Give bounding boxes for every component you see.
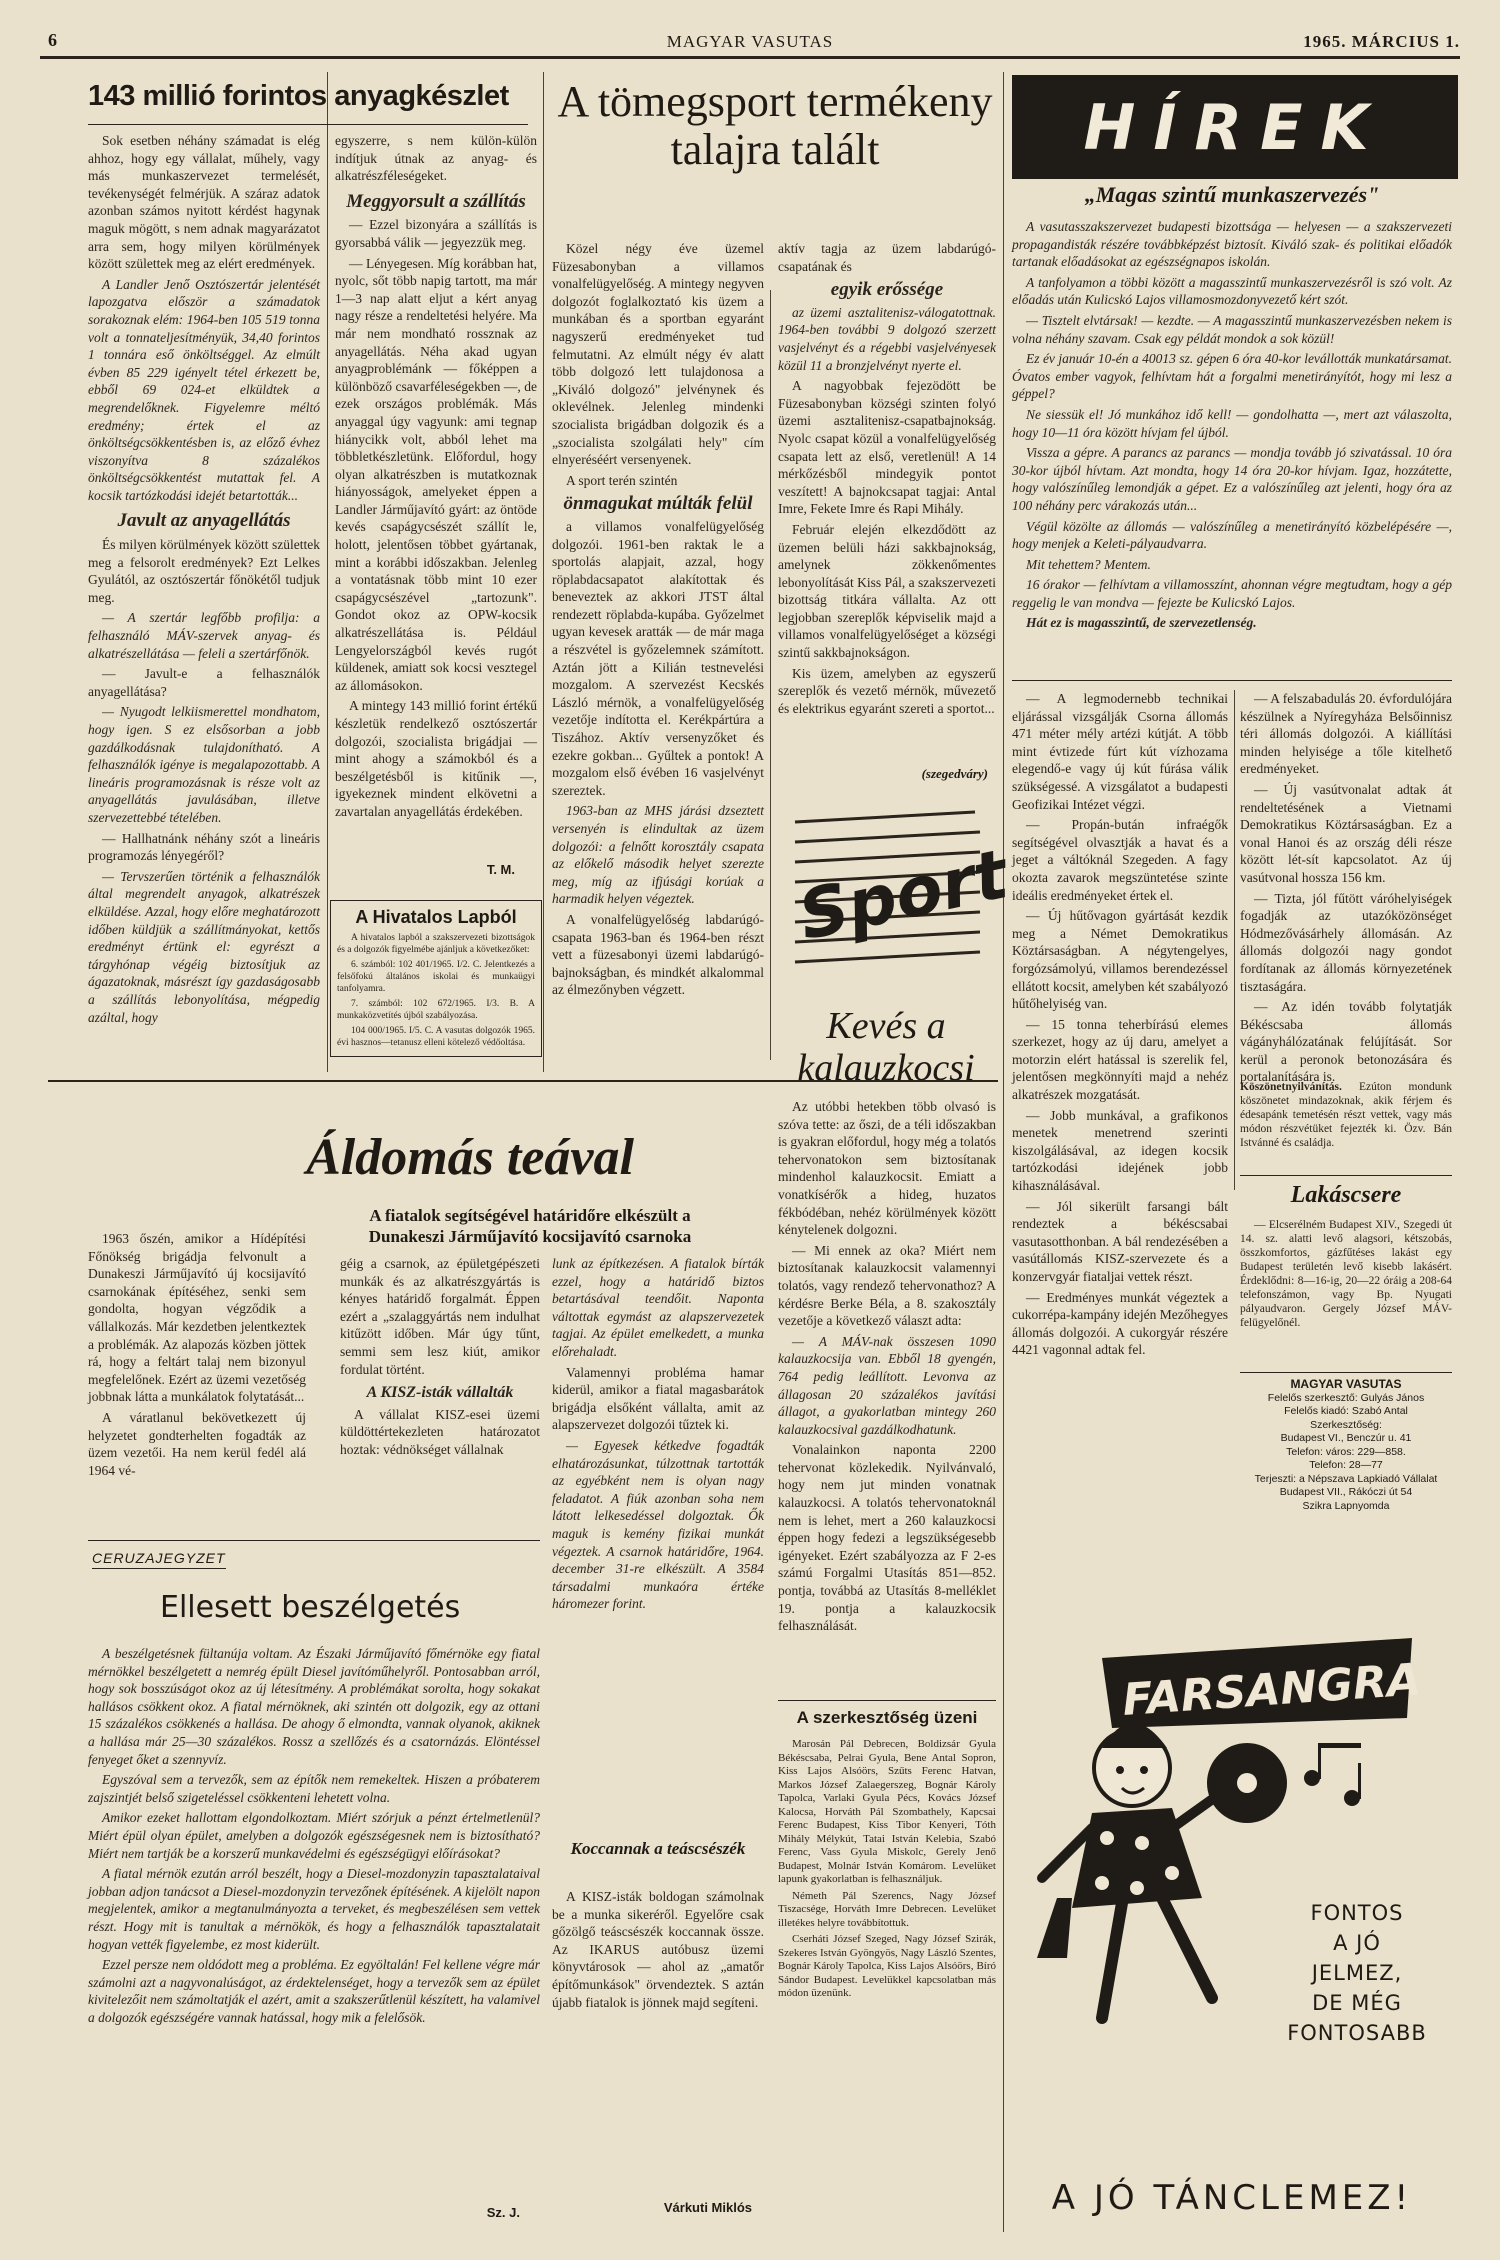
news-item: — Eredményes munkát végeztek a cukorrépa-kampány idején Mezőhegyes állomás dolgozói. A cukorgyár részére 4421 vagonnal adtak fel. bbox=[1012, 1289, 1228, 1358]
column-divider bbox=[1003, 72, 1004, 2232]
paragraph: A nagyobbak fejezödött be Füzesabonyban községi szinten folyó üzemi asztalitenisz-csapatbajnokság. Nyolc csapat közül a vonalfelügyelőség csapata lett az első, veretlenül! A 14 mérkőzésből mindegyik pontot veszített! A bajnokcsapat tagjai: Antal Imre, Fekete Imre és Rapi Mihály. bbox=[778, 378, 996, 517]
impresszum-line: Telefon: 28—77 bbox=[1309, 1459, 1383, 1471]
impresszum-line: Terjeszti: a Népszava Lapkiadó Vállalat bbox=[1254, 1472, 1438, 1485]
impresszum-line: Budapest VI., Benczúr u. 41 bbox=[1280, 1432, 1412, 1444]
news-item: — Az idén tovább folytatják Békéscsaba állomás vágányhálózatának felújítását. Sor kerül a peronok betonozására és portalanítására is. bbox=[1240, 999, 1452, 1085]
section-rule bbox=[88, 1540, 540, 1541]
article-kalauzkocsi bbox=[778, 1098, 996, 1693]
signature: T. M. bbox=[486, 862, 515, 877]
article-koccannak bbox=[552, 1888, 764, 2193]
paragraph: Hát ez is magasszintű, de szervezetlenség. bbox=[1026, 615, 1257, 631]
szerkesztoseg-uzeni-title: A szerkesztőség üzeni bbox=[796, 1708, 978, 1727]
ad-line: A JÓ bbox=[1333, 1931, 1381, 1955]
headline-kalauzkocsi: Kevés a kalauzkocsi bbox=[797, 1005, 975, 1089]
section-rule bbox=[1240, 1175, 1452, 1176]
signature: (szegedváry) bbox=[921, 766, 988, 781]
paragraph: A mintegy 143 millió forint értékű készletük rendelkező osztószertár dolgozói, szocialista brigádjai — mint ahogy a számokból és a beszélgetésből is kitűnik —, igyekeznek mindent elkövetni a zavartalan anyagellátás érdekében. bbox=[335, 698, 537, 819]
subheading: A KISZ-isták vállalták bbox=[366, 1384, 514, 1402]
headline-underline bbox=[88, 124, 528, 125]
news-item: — Új vasútvonalat adtak át rendeltetésének a Vietnami Demokratikus Köztársaságban. Ez a vonal Hanoi és az ország déli része között lét-sít kapcsolatot. Az új vasútvonal hossza 156 km. bbox=[1240, 781, 1452, 885]
ad-copy bbox=[1262, 1898, 1452, 2048]
section-rule bbox=[1012, 680, 1452, 681]
news-item: — Propán-bután infraégők segítségével olvasztják a havat és a jeget a váltóknál Szegeden. A fagy okozta zavarok megszüntetése szinte ideális eredményeket értek el. bbox=[1012, 817, 1228, 903]
paragraph: — Javult-e a felhasználók anyagellátása? bbox=[88, 666, 320, 699]
sport-logo-icon bbox=[785, 792, 1015, 1002]
paragraph: A hivatalos lapból a szakszervezeti bizottságok és a dolgozók figyelmébe ajánljuk a következőket: bbox=[337, 933, 535, 955]
subheading: egyik erőssége bbox=[830, 279, 944, 301]
koccannak-title: Koccannak a teáscsészék bbox=[570, 1839, 746, 1858]
paragraph: Cserháti József Szeged, Nagy József Szirák, Szekeres István Gyöngyös, Nagy László Szentes, Bognár Károly Tapolca, Kiss Lajos Alsóörs, Bíró Sándor Budapest. Levelükkel kapcsolatban más módon üzenünk. bbox=[778, 1933, 996, 1999]
paragraph: Sok esetben néhány számadat is elég ahhoz, hogy egy vállalat, műhely, vagy más munkaszervezet termelését, tevékenységét felmérjük. A száraz adatok azonban számos nyitott kérdést hagynak maguk mögött, s nem adnak magyarázatot arra sem, hogy milyen körülmények között születtek meg az elért eredmények. bbox=[88, 133, 320, 272]
paragraph: aktív tagja az üzem labdarúgó-csapatának és bbox=[778, 241, 996, 274]
impresszum-line: Szerkesztőség: bbox=[1310, 1418, 1382, 1431]
paragraph: Február elején elkezdődött az üzemen belüli házi sakkbajnokság, amelynek zökkenőmentes lebonyolítását Kiss Pál, a szakszervezeti bizottság titkára vállalta. Az ott legjobban szereplők képviselik majd a villamos vonalfelügyelőséget a községi szintű sakkbajnokságon. bbox=[778, 521, 996, 661]
paragraph: Az utóbbi hetekben több olvasó is szóva tette: az őszi, de a téli időszakban is gyakran előfordul, hogy még a tolatós tehervonatokon sem biztosítanak mindenhol kalauzkocsit. Emiatt a vonatkísérők a hideg, huzatos fékbódéban, nehéz körülmények között kénytelenek dolgozni. bbox=[778, 1099, 996, 1238]
subheading: Meggyorsult a szállítás bbox=[346, 190, 526, 212]
news-item: — 15 tonna teherbírású elemes szerkezet, hogy az új daru, amelyet a motorzin elért hatással is szerelik fel, jelentősen megkönnyíti majd a nehéz alkatrészek mozgatását. bbox=[1012, 1016, 1228, 1103]
news-item: — A legmodernebb technikai eljárással vizsgálják Csorna állomás 471 méter mély artézi kútját. A több mint évtizede fúrt kút vízhozama elegendő-e vagy új kút fúrása válik szükségessé. A vizsgálatot a budapesti Geofizikai Intézet végzi. bbox=[1012, 691, 1228, 812]
paragraph: — Tisztelt elvtársak! — kezdte. — A magasszintű munkaszervezésben nekem is volna néhány szavam. Csak egy példát mondok a sok közül! bbox=[1012, 312, 1452, 346]
hivatalos-body bbox=[331, 928, 541, 1056]
paragraph: — Mi ennek az oka? Miért nem biztosítanak kalauzkocsit valamennyi tolatós, vagy rendező tehervonathoz? A kérdésre Berke Béla, a 8. szakosztály vezetője a következő választ adta: bbox=[778, 1242, 996, 1329]
paragraph: Valamennyi probléma hamar kiderül, amikor a fiatal magasbarátok brigádja elsőként vállalta, amit az alapszervezet dolgozói tűztek ki. bbox=[552, 1364, 764, 1433]
column-divider bbox=[770, 290, 771, 1060]
paragraph: Vissza a gépre. A parancs az parancs — mondja tovább jó szivatással. 10 óra 30-kor újból hívtam. Azt mondta, hogy 14 óra 20-kor hívjam. Igaz, hozzátette, hogy valószínűleg lemondják a gépet. Ez a valószínűleg azt jelenti, hogy óra az 100 néhány perc várakozás után... bbox=[1012, 445, 1452, 513]
impresszum-line: Budapest VII., Rákóczi út 54 bbox=[1279, 1486, 1413, 1498]
article-anyagkeszlet-col2 bbox=[335, 132, 537, 897]
subheadline-aldomas: A fiatalok segítségével határidőre elkészült a Dunakeszi Járműjavító kocsijavító csarnoka bbox=[368, 1206, 692, 1246]
paragraph: 1963 őszén, amikor a Hídépítési Főnökség brigádja felvonult a Dunakeszi Járműjavító új kocsijavító csarnokának építéséhez, senki sem gondolta, hogyan végződik a vállalkozás. Már kezdetben jelentkeztek a problémák. Az alapozás közben jöttek rá, hogy a feltárt talaj nem bizonyul megfelelőnek. Ezért az üzemi vezetőség jobbnak látta a munkálatok folytatását... bbox=[88, 1231, 306, 1405]
paragraph: Ez év január 10-én a 40013 sz. gépen 6 óra 40-kor levállották munkatársamat. Óvatos ember vagyok, felhívtam hát a forgalmi menetirányítót, hogy mi lesz a géppel? bbox=[1012, 351, 1452, 402]
ad-line: FONTOSABB bbox=[1287, 2021, 1427, 2045]
news-item: — Jobb munkával, a grafikonos menetek menetrend szerinti kiszolgálásával, az idegen kocsik tartózkodási idejének jobb kihasználásával. bbox=[1012, 1107, 1228, 1194]
column-divider bbox=[543, 72, 544, 1072]
hirek-left-column bbox=[1012, 690, 1228, 1665]
sport-logo-text: Sport bbox=[792, 835, 1015, 957]
article-tomegsport-col3 bbox=[552, 240, 764, 998]
column-divider bbox=[327, 72, 328, 1072]
paragraph: — Ezzel bizonyára a szállítás is gyorsabbá válik — jegyezzük meg. bbox=[335, 217, 537, 250]
paragraph: — A MÁV-nak összesen 1090 kalauzkocsija van. Ebből 18 gyengén, 764 pedig leállított. Levonva az állagosan 20 százalékos javítási állagot, a gyakorlatban mintegy 260 kalauzkocsival gazdálkodhatunk. bbox=[778, 1333, 996, 1437]
paragraph: Egyszóval sem a tervezők, sem az építők nem remekeltek. Hiszen a próbaterem zajszintjét belső szigeteléssel csökkenteni lehetett volna. bbox=[88, 1772, 540, 1805]
paragraph: És milyen körülmények között születtek meg a felsorolt eredmények? Ezt Lelkes Gyulától, az osztószertár főnökétől tudjuk meg. bbox=[88, 537, 320, 605]
paragraph: 104 000/1965. I/5. C. A vasutas dolgozók 1965. évi hasznos—tetanusz elleni kötelező védőoltása. bbox=[337, 1026, 535, 1048]
paragraph: — Tervszerűen történik a felhasználók által megrendelt anyagok, alkatrészek elküldése. Azzal, hogy előre meghatározott időben küldjük a szállítmányokat, kettős eredményt értünk el: egyrészt a tárgyhónap végéig biztosítjuk az ágazatoknak, másrészt így gazdaságosabb a szállítás lebonyolítása, mégpedig azáltal, hogy bbox=[88, 868, 320, 1025]
article-ellesett-beszelgetes bbox=[88, 1645, 540, 2205]
impresszum-line: Felelős kiadó: Szabó Antal bbox=[1284, 1405, 1408, 1417]
szerkesztoseg-uzeni-body bbox=[778, 1738, 996, 2218]
lakascsere-body bbox=[1240, 1218, 1452, 1368]
news-item: — Jól sikerült farsangi bált rendeztek a békéscsabai vasutasotthonban. A bál rendezésében a vasútállomás KISZ-szervezete és a konzervgyár fiataljai vettek részt. bbox=[1012, 1198, 1228, 1284]
farsangra-advertisement bbox=[1012, 1598, 1452, 2238]
lakascsere-title: Lakáscsere bbox=[1290, 1182, 1402, 1208]
paragraph: A Landler Jenő Osztószertár jelentését lapozgatva először a számadatok sorakoznak elém: 1964-ben 105 519 tonna volt a tonnateljesítményük, 34,40 forintos 1 tonnára eső önköltséggel. Az elmúlt évben 85 229 igényelt tétel érkezett be, ebből 69 024-et elküldtek a megrendelőknek. Figyelemre méltó eredmény; értek el az önköltségcsökkentésben is, az előző évhez viszonyítva 8 százalékos önköltségcsökkentést mutattak fel. A kocsik tartózkodási idejét betartották... bbox=[88, 276, 320, 503]
paragraph: Amikor ezeket hallottam elgondolkoztam. Miért szórjuk a pénzt értelmetlenül? Miért épül olyan épület, amelyben a dolgozók egészségesnek nem is biztosítható? Miért nem tartják be a korszerű munkavédelmi és egészségügyi előírásokat? bbox=[88, 1810, 540, 1861]
signature: Várkuti Miklós bbox=[663, 2200, 752, 2215]
paragraph: 1963-ban az MHS járási dzseztett versenyén is elindultak az üzem dolgozói: a felnőtt korosztály csapata az előkelő második helyet szerezte meg, míg az ifjúsági korúak a harmadik helyen végeztek. bbox=[552, 803, 764, 907]
article-magas-szintu bbox=[1012, 218, 1452, 668]
ad-line: FONTOS bbox=[1310, 1901, 1404, 1925]
impresszum-line: Szikra Lapnyomda bbox=[1302, 1499, 1390, 1512]
paragraph: Ezzel persze nem oldódott meg a probléma. Ez egyöltalán! Fel kellene végre már számolni azt a nagyvonalúságot, az érdektelenséget, hogy a tervezők sem az épület kivitelezőit nem számoltatják el azért, amit a szakszerűtlenül készített, ha valamivel a dolgozók egészségére vannak hatással, hogy mik a felelősök. bbox=[88, 1957, 540, 2025]
paragraph: 7. számból: 102 672/1965. I/3. B. A munkaközvetítés újból szabályozása. bbox=[337, 999, 535, 1021]
article-aldomas-col2 bbox=[340, 1255, 540, 1530]
signature: Sz. J. bbox=[486, 2205, 520, 2220]
article-tomegsport-col4 bbox=[778, 240, 996, 716]
hivatalos-title: A Hivatalos Lapból bbox=[355, 907, 517, 927]
paragraph: Közel négy éve üzemel Füzesabonyban a villamos vonalfelügyelőség. A mintegy negyven dolgozót foglalkoztató kis üzem a munkában és a sportban egyaránt nagyszerű eredményeket tud felmutatni. Az elmúlt négy év alatt több dolgozó lett tulajdonosa a „Kiváló dolgozó" jelvénynek és oklevélnek. Jelenleg mindenki szocialista brigádban dolgozik és a „szocialista szolgálati hely" cím elnyeréséért versenyenek. bbox=[552, 241, 764, 468]
koszonetnyilvanitas bbox=[1240, 1080, 1452, 1170]
paragraph: lunk az építkezésen. A fiatalok bírták ezzel, hogy a határidő biztos betartásával teendőit. Naponta váltottak egymást az alapszervezetek tagjai. Az épület emelkedett, a munka előrehaladt. bbox=[552, 1256, 764, 1359]
headline-ellesett-beszelgetes: Ellesett beszélgetés bbox=[160, 1590, 461, 1625]
paragraph: Mit tehettem? Mentem. bbox=[1026, 556, 1151, 572]
impresszum-line: Felelős szerkesztő: Gulyás János bbox=[1267, 1391, 1425, 1404]
paragraph: A beszélgetésnek fültanúja voltam. Az Északi Járműjavító főmérnöke egy fiatal mérnökkel beszélgetett a nemrég épült Diesel javítóműhelyről. Pontosabban arról, hogy sok bosszúságot okoz az új létesítmény. A problémákat sorolta, hogy sokakat hallásos csökkent okoz. A fiatal mérnöknek, aki szintén ott dolgozik, egy az ottani 15 százalékos csökkenés a hallása. De ahogy ő elmondta, vannak olyanok, akiknek a hallása már 25—30 százalékos. Rossz a szellőzés és a csatornázás. Elöntéssel fenyeget őket a szennyvíz. bbox=[88, 1646, 540, 1767]
paragraph: Marosán Pál Debrecen, Boldizsár Gyula Békéscsaba, Pelrai Gyula, Bene Antal Sopron, Kiss Lajos Alsóörs, Szűts Ferenc Hatvan, Markos József Zalaegerszeg, Bognár Károly Tapolca, Varlaki Gyula Pécs, Kovács József Kalocsa, Horváth Pál Szombathely, Kapcsai Ferenc Budapest, Kiss Tibor Kenyeri, Tóth Mihály Mélykút, Tatai István Kelebia, Szabó Ferenc, Vass Gyula Miskolc, Gerely Jenő Budapest, Molnár István Komárom. Levelüket lapunk gyakorlatban is felhasználjuk. bbox=[778, 1738, 996, 1885]
paragraph: A fiatal mérnök ezután arról beszélt, hogy a Diesel-mozdonyzin tapasztalataival jobban adjon tanácsot a Diesel-mozdonyzin tervezőnek építésének. A kijelölt napon megjelentek, amikor a megtanulmányozta a terveket, és megbeszélésen sem vettek részt. Hogy mit is tanultak a mérnökök, és hogy a felhasználók tapasztalatait hogyan vették figyelembe, ez most kiderült. bbox=[88, 1866, 540, 1952]
headline-magas-szintu: „Magas szintű munkaszervezés" bbox=[1084, 182, 1380, 207]
paragraph: A vállalat KISZ-esei üzemi küldöttértekezleten határozatot hoztak: védnökséget vállalnak bbox=[340, 1406, 540, 1457]
paragraph: — Nyugodt lelkiismerettel mondhatom, hogy igen. S ez elsősorban a jobb gazdálkodásnak tulajdonítható. A felhasználók igénye is megalapozottabb. A lineáris programozásnak is része volt az anyagellátás javulásában, illetve szervezettebbé tételében. bbox=[88, 704, 320, 825]
impresszum bbox=[1240, 1378, 1452, 1513]
paragraph: a villamos vonalfelügyelőség dolgozói. 1961-ben raktak le a sportolás alapjait, azzal, hogy röplabdacsapatot alakítottak és beneveztek az akkori JTST által rendezett röplabda-kupába. Győzelmet ugyan kevesek aratták — de már maga a részvétel is győzelemnek számított. Aztán jött a Kilián testnevelési mozgalom. A szervezést Kecskés László mérnök, a vonalfelügyelőség vezetője indította el. Kerékpártúra a Tiszához. Aktív versenyzőket és ezekre gokban... Gyűltek a pontok! A mozgalom első évében 16 vasjelvényt szereztek. bbox=[552, 518, 764, 798]
koszonet-body: Ezúton mondunk köszönetet mindazoknak, akik férjem és édesapánk temetésén részt vettek, vagy más módon részvétüket fejezték ki. Özv. Bán Istvánné és családja. bbox=[1240, 1081, 1452, 1149]
ceruzajegyzet-label: CERUZAJEGYZET bbox=[92, 1550, 226, 1569]
paragraph: A vonalfelügyelőség labdarúgó-csapata 1963-ban és 1964-ben részt vett a füzesabonyi üzemi labdarúgó-bajnokságban, és mindkét alkalommal az élmezőnyben végzett. bbox=[552, 911, 764, 998]
masthead-rule bbox=[40, 56, 1460, 59]
farsangra-banner-text: FARSANGRA bbox=[1120, 1654, 1423, 1726]
paragraph: — Egyesek kétkedve fogadták elhatározásunkat, túlzottnak tartották az egyébként nem is olyan nagy feladatot. A fiúk azonban soha nem látott lelkesedéssel dolgoztak. Ők maguk is kemény fizikai munkát végeztek. A csarnok határidőre, 1964. december 31-re elkészült. A 3584 társadalmi munkaóra értéke háromezer forint. bbox=[552, 1437, 764, 1612]
paragraph: — Lényegesen. Míg korábban hat, nyolc, sőt több napig tartott, ma már 1—3 nap alatt eljut a kért anyag nagy része a rendeltetési helyére. Ma már nem mondható rossznak az anyagellátás. Néha akad ugyan anyagproblémánk — főképpen a különböző csavarféleségekben —, de ezek országos problémák. Más anyaggal úgy vagyunk: ami tegnap hiánycikk volt, abból lehet ma többletkészletünk. Előfordul, hogy olyan alkatrészben is mutatkoznak hiányosságok, amelyeket éppen a Landler Járműjavító gyárt: az öntöde kevés csapágycsészét szállít le, holott, jelentősen többet gyártanak, mint a korábbi időszakban. Jelenleg a vontatásnak több mint 10 ezer csapágycsészével „tartozunk". Gondot okoz az OPW-kocsik alkatrészellátása is. Például Lengyelországból kevés rugót küldenek, amiatt sok kocsi vesztegel az állomásokon. bbox=[335, 255, 537, 693]
paragraph: — Hallhatnánk néhány szót a lineáris programozás lényegéről? bbox=[88, 830, 320, 864]
hirek-right-column bbox=[1240, 690, 1452, 1085]
paragraph: A sport terén szintén bbox=[566, 472, 678, 488]
paragraph: géig a csarnok, az épületgépészeti munkák és az alkatrészgyártás is kényes határidő forgalmát. Éppen ezért a „szalaggyártás nem indulhat kitűzött időben. Már úgy tűnt, semmi sem lesz kiút, amikor fordulat történt. bbox=[340, 1256, 540, 1377]
hivatalos-box bbox=[330, 900, 542, 1057]
issue-date: 1965. MÁRCIUS 1. bbox=[1303, 32, 1460, 51]
subheading: önmagukat múlták felül bbox=[563, 493, 753, 515]
paragraph: A váratlanul bekövetkezett új helyzetet gondterhelten fogadták az üzem vezetői. Ha nem kerül fedél alá 1964 vé- bbox=[88, 1409, 306, 1478]
paragraph: Kis üzem, amelyben az egyszerű szereplők és vezető mérnök, művezető és elektrikus egyaránt szereti a sportot... bbox=[778, 665, 996, 716]
hirek-banner bbox=[1012, 75, 1458, 179]
paragraph: Németh Pál Szerencs, Nagy József Tiszacsége, Horváth Imre Debrecen. Levelüket illetékes helyre továbbítottuk. bbox=[778, 1889, 996, 1929]
section-rule bbox=[48, 1080, 998, 1082]
hirek-title: HÍREK bbox=[1083, 90, 1387, 164]
paragraph: A KISZ-isták boldogan számolnak be a munka sikeréről. Egyelőre csak gőzölgő teáscsészék koccannak össze. Az IKARUS autóbusz üzemi könyvtárosok — ahol az „amatőr építőmunkások" örvendeztek. S aztán újabb fiatalok is jönnek majd segíteni. bbox=[552, 1889, 764, 2010]
paragraph: — Elcserélném Budapest XIV., Szegedi út 14. sz. alatti levő alagsori, kétszobás, összkomfortos, gázfűtéses lakást egy Budapest területén levő kisebb lakásért. Érdeklődni: 8—16-ig, 20—22 óráig a 208-64 telefonszámon, vagy Bp. Nyugati pályaudvaron. Gergely József MÁV-felügyelőnél. bbox=[1240, 1219, 1452, 1329]
ad-tagline: A JÓ TÁNCLEMEZ! bbox=[1051, 2178, 1413, 2218]
paragraph: A tanfolyamon a többi között a magasszintű munkaszervezésről is szó volt. Az előadás után Kulicskó Lajos villamosmozdonyvezető kért szót. bbox=[1012, 274, 1452, 308]
news-item: — Új hűtővagon gyártását kezdik meg a Német Demokratikus Köztársaságban. A négytengelyes, forgózsámolyú, villamos berendezéssel ellátott kocsit, amelyben két szabályozó hűtőhelyiség van. bbox=[1012, 908, 1228, 1012]
koszonet-title: Köszönetnyilvánítás. bbox=[1240, 1081, 1342, 1093]
headline-aldomas-teaval: Áldomás teával bbox=[306, 1129, 634, 1186]
impresszum-title: MAGYAR VASUTAS bbox=[1290, 1377, 1402, 1391]
paper-name: MAGYAR VASUTAS bbox=[666, 32, 834, 51]
paragraph: 6. számból: 102 401/1965. I/2. C. Jelentkezés a felsőfokú általános iskolai és munkaügyi tanfolyamra. bbox=[337, 960, 535, 994]
paragraph: A vasutasszakszervezet budapesti bizottsága — helyesen — a szakszervezeti propagandisták részére továbbképzést biztosít. Kiváló szak- és politikai előadók tartanak előadásokat az egészségnapos iskolán. bbox=[1012, 219, 1452, 270]
page-number: 6 bbox=[48, 30, 58, 50]
subheading: Javult az anyagellátás bbox=[117, 510, 291, 532]
paragraph: Ne siessük el! Jó munkához idő kell! — gondolhatta —, mert azt válaszolta, hogy 10—11 óra között hívjam fel újból. bbox=[1012, 406, 1452, 440]
headline-anyagkeszlet: 143 millió forintos anyagkészlet bbox=[88, 80, 509, 112]
paragraph: egyszerre, s nem külön-külön indítjuk útnak az anyag- és alkatrészféleségeket. bbox=[335, 133, 537, 184]
article-aldomas-col3 bbox=[552, 1255, 764, 1825]
paragraph: 16 órakor — felhívtam a villamosszínt, ahonnan végre megtudtam, hogy a gép reggelig le van mondva — fejezte be Kulicskó Lajos. bbox=[1012, 577, 1452, 610]
article-aldomas-col1 bbox=[88, 1230, 306, 1530]
paragraph: Végül közölte az állomás — valószínűleg a menetirányító közbelépésére —, hogy menjek a Keleti-pályaudvarra. bbox=[1012, 518, 1452, 552]
news-item: — A felszabadulás 20. évfordulójára készülnek a Nyíregyháza Belsőinnisz téri állomás dolgozói. A kiállítási minden helyisége a tőle kitelhető eredményeket. bbox=[1240, 691, 1452, 777]
ad-line: DE MÉG bbox=[1312, 1991, 1402, 2015]
paragraph: az üzemi asztalitenisz-válogatottnak. 1964-ben további 9 dolgozó szerzett vasjelvényt és a régebbi vasjelvényesek közül 11 a bronzjelvényt nyerte el. bbox=[778, 304, 996, 373]
paragraph: Vonalainkon naponta 2200 tehervonat közlekedik. Nyilvánvaló, hogy nem jut minden vonatnak kalauzkocsi. A tolatós tehervonatoknál nem is lehet, mert a 260 kalauzkocsi éppen hogy fedezi a legszükségesebb igényeket. Ezért szabályozza az F 2-es számú Forgalmi Utasítás 851—852. pontja, továbbá az Utasítás 8-melléklet 19. pontja a kalauzkocsik felhasználását. bbox=[778, 1442, 996, 1634]
headline-tomegsport: A tömegsport termékeny talajra talált bbox=[557, 77, 993, 174]
sport-illustration bbox=[785, 792, 1015, 1002]
paragraph: — A szertár legfőbb profilja: a felhasználó MÁV-szervek anyag- és alkatrészellátása — feleli a szertárfőnök. bbox=[88, 610, 320, 661]
section-rule bbox=[1240, 1372, 1452, 1373]
ad-line: JELMEZ, bbox=[1311, 1961, 1403, 1985]
article-anyagkeszlet-col1 bbox=[88, 132, 320, 1052]
news-item: — Tizta, jól fűtött váróhelyiségek fogadják az utazóközönséget Hódmezővásárhely állomásán. Az állomás dolgozói nagy gondot fordítanak az állomás környezetének tisztaságára. bbox=[1240, 890, 1452, 994]
column-divider bbox=[1234, 690, 1235, 1190]
impresszum-line: Telefon: város: 229—858. bbox=[1286, 1445, 1406, 1458]
section-rule bbox=[778, 1700, 996, 1701]
